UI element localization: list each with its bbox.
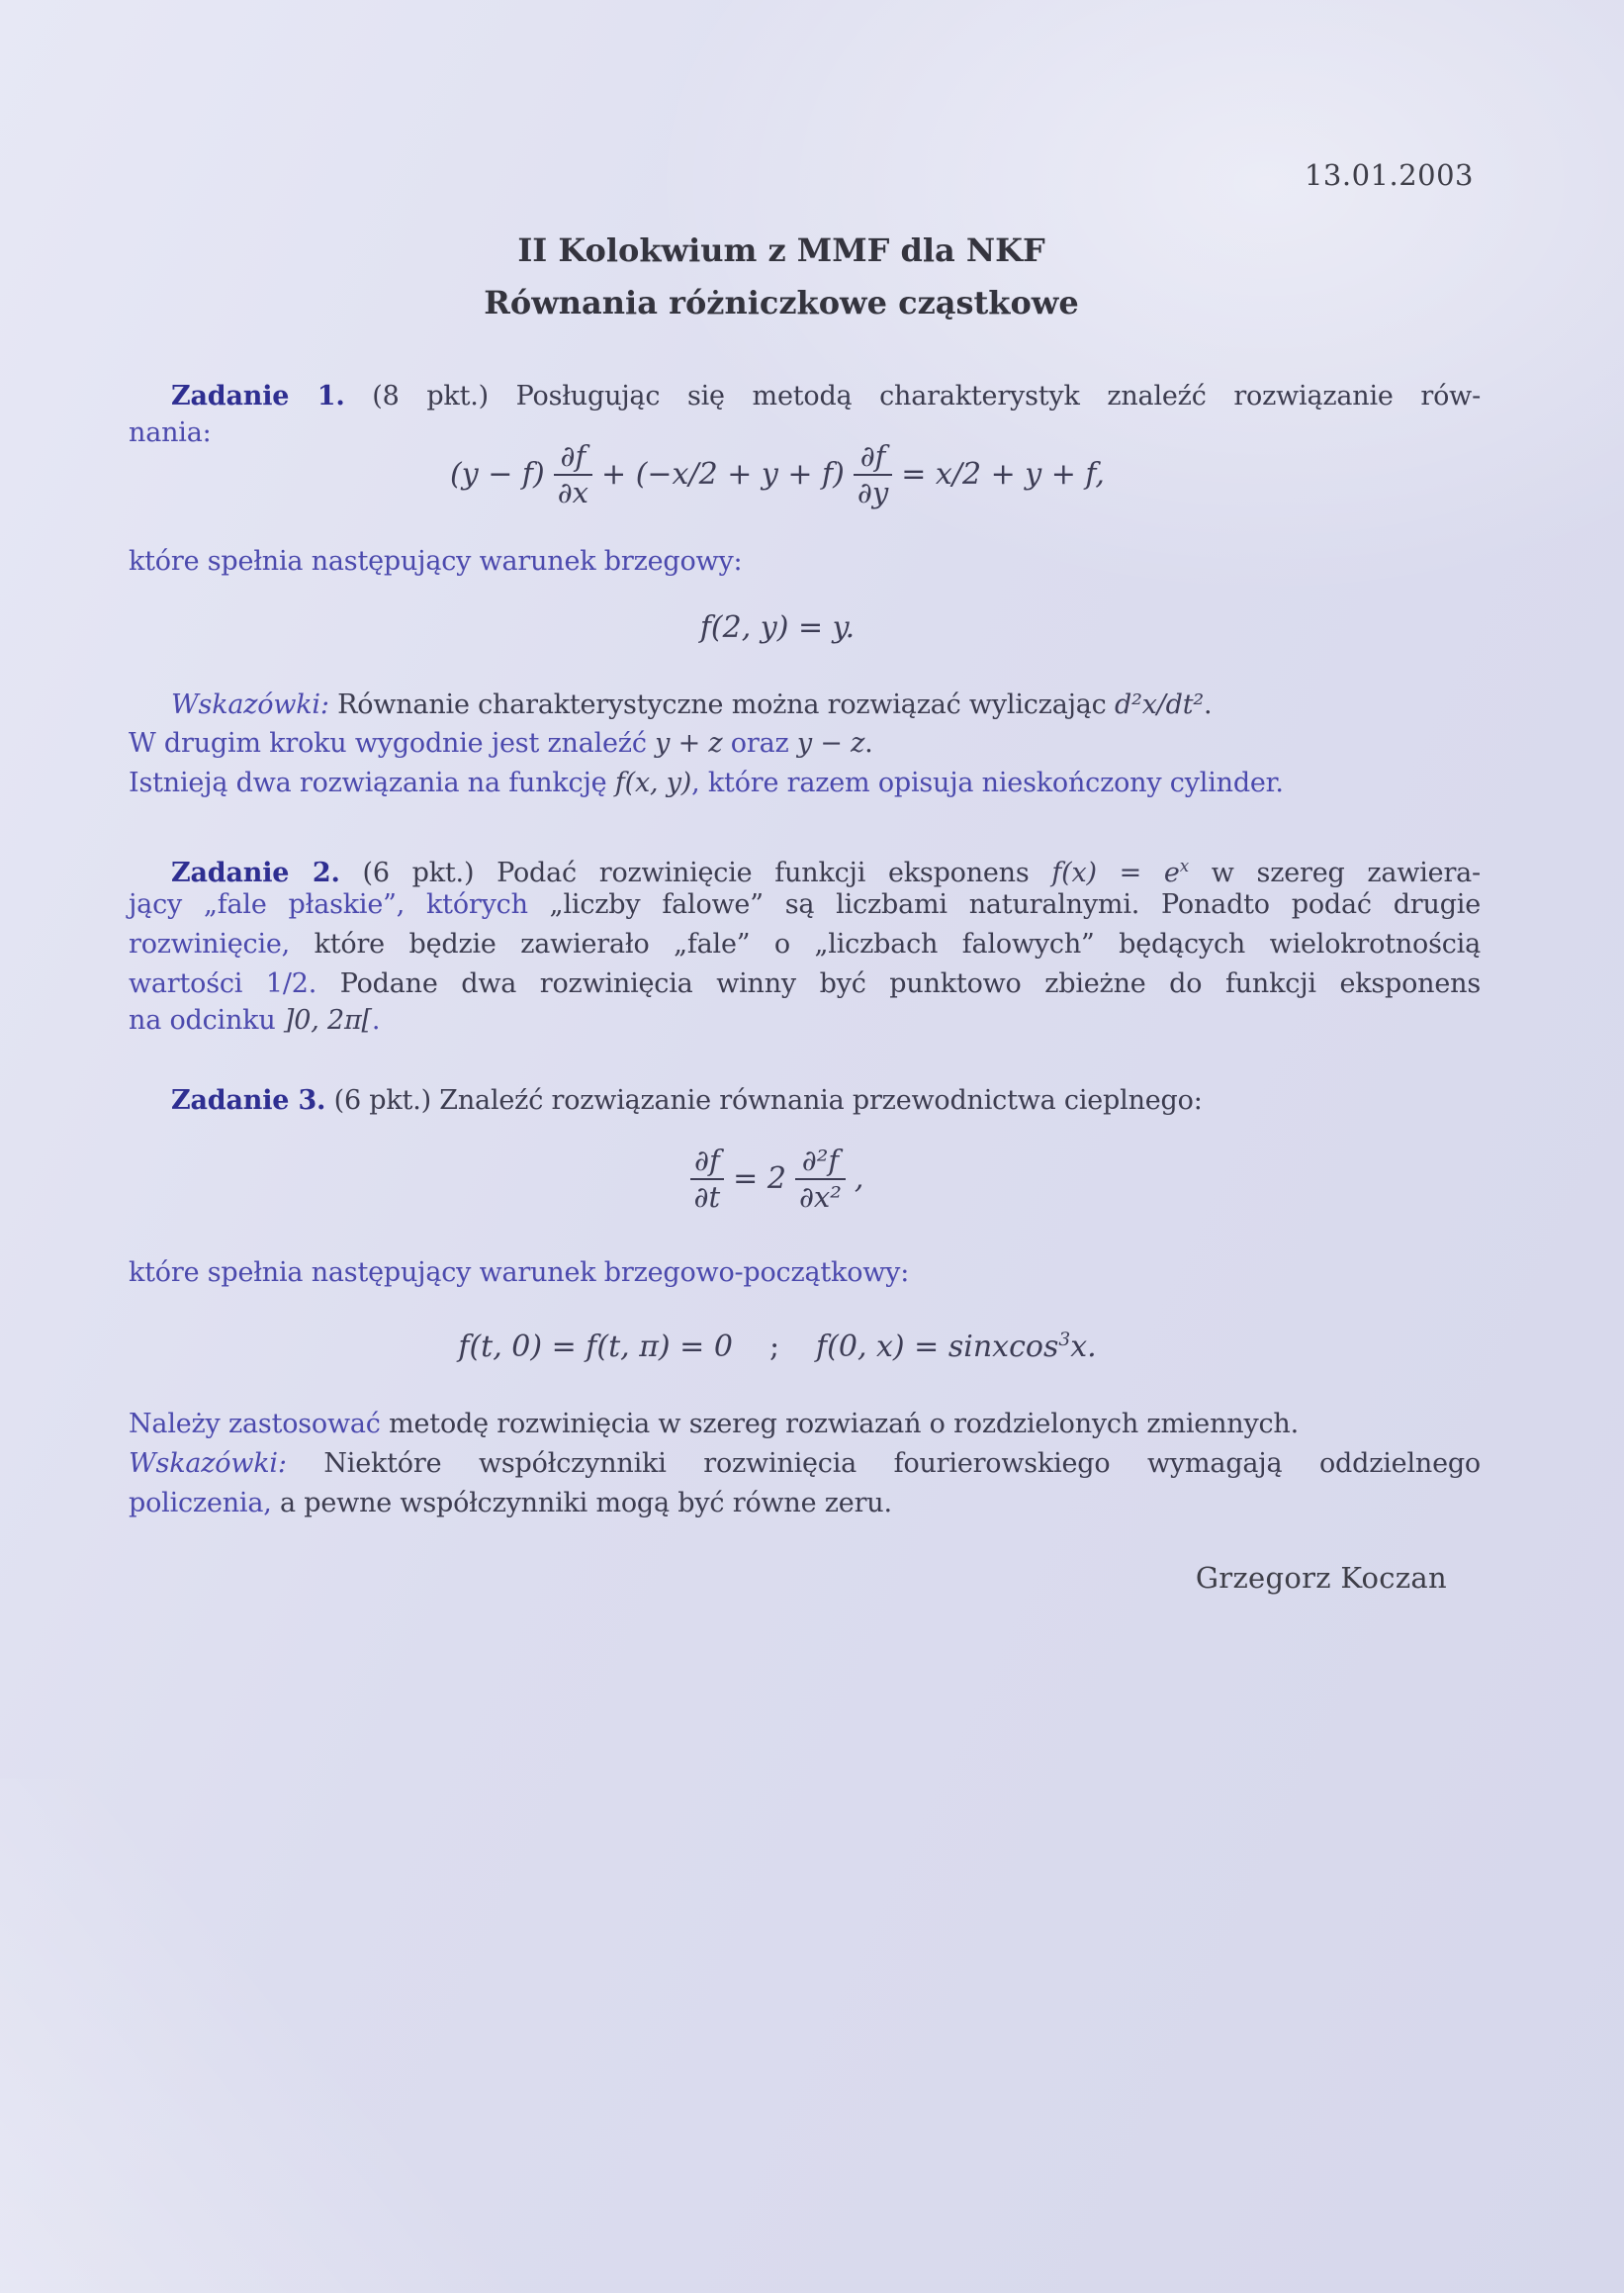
task3-eq-frac2: $\frac{\text{∂²f}}{\text{∂x²}}$ — [795, 1144, 846, 1215]
task1-intro-text: (8 pkt.) Posługując się metodą charakterystyk znaleźć rozwiązanie rów- — [344, 381, 1481, 412]
author-signature: Grzegorz Koczan — [1195, 1561, 1447, 1595]
task1-eq-post: = x/2 + y + f, — [901, 457, 1105, 493]
task1-boundary-intro: które spełnia następujący warunek brzegowy: — [129, 546, 743, 577]
task3-eq-mid: = 2 — [733, 1161, 786, 1197]
task3-eq-frac1: $\frac{\partial f}{\partial t}$ — [690, 1144, 725, 1215]
task1-equation — [129, 439, 1426, 510]
task1-eq-mid: + (−x/2 + y + f) — [601, 457, 845, 493]
task2-exp-formula: $f(x) = e^x$ — [1051, 856, 1189, 888]
task3-initial-condition: f(0, x) = sinxcos$^3$x. — [816, 1330, 1097, 1364]
task1-eq-frac2: $\frac{\partial f}{\partial y}$ — [854, 439, 892, 510]
task2-line1: Zadanie 2. (6 pkt.) Podać rozwinięcie funkcji eksponens $f(x) = e^x$ w szereg zawiera- — [171, 856, 1481, 888]
task3-equation — [129, 1144, 1426, 1215]
task3-heading: Zadanie 3. — [171, 1085, 326, 1116]
task2-line3: rozwinięcie, które będzie zawierało „fale” o „liczbach falowych” będących wielokrotnością — [129, 929, 1481, 960]
semicolon-separator: ; — [768, 1330, 780, 1364]
task3-hints-label: Wskazówki: — [129, 1448, 287, 1479]
task1-hints-label: Wskazówki: — [171, 689, 329, 720]
task3-boundary-equation: f(t, 0) = f(t, π) = 0 ; f(0, x) = sinxcos$^3$x. — [458, 1330, 1097, 1364]
task1-eq-frac1: $\frac{\partial f}{\partial x}$ — [554, 439, 592, 510]
task1-boundary-equation: f(2, y) = y. — [699, 610, 856, 645]
task2-heading: Zadanie 2. — [171, 858, 340, 888]
exam-title — [0, 225, 1563, 329]
task1-intro-line1 — [129, 378, 1481, 415]
task1-eq-pre: (y − f) — [450, 457, 545, 493]
task1-hint-line3: Istnieją dwa rozwiązania na funkcję f(x, y), które razem opisuja nieskończony cylinder. — [129, 768, 1284, 798]
task3-close-line1: Należy zastosować metodę rozwinięcia w szereg rozwiazań o rozdzielonych zmiennych. — [129, 1409, 1299, 1439]
exam-title-line1: II Kolokwium z MMF dla NKF — [517, 231, 1045, 269]
exam-title-line2: Równania różniczkowe cząstkowe — [484, 284, 1079, 321]
task3-close-line3: policzenia, a pewne współczynniki mogą być równe zeru. — [129, 1488, 892, 1518]
task1-hint-line1: Wskazówki: Równanie charakterystyczne można rozwiązać wyliczając d²x/dt². — [171, 689, 1213, 720]
exam-date: 13.01.2003 — [1304, 158, 1474, 192]
task2-line5: na odcinku ]0, 2π[. — [129, 1005, 381, 1036]
task2-line2: jący „fale płaskie”, których „liczby falowe” są liczbami naturalnymi. Ponadto podać drugie — [129, 889, 1481, 920]
task3-eq-post: , — [854, 1161, 864, 1197]
task2-line4: wartości 1/2. Podane dwa rozwinięcia winny być punktowo zbieżne do funkcji eksponens — [129, 968, 1481, 999]
task1-intro-line2: nania: — [129, 417, 212, 448]
task3-boundary-intro: które spełnia następujący warunek brzegowo-początkowy: — [129, 1257, 910, 1288]
task3-line1: Zadanie 3. (6 pkt.) Znaleźć rozwiązanie równania przewodnictwa cieplnego: — [171, 1085, 1203, 1116]
task3-close-line2: Wskazówki: Niektóre współczynniki rozwinięcia fourierowskiego wymagają oddzielnego — [129, 1448, 1481, 1479]
task1-heading: Zadanie 1. — [171, 381, 345, 412]
task1-hint-line2: W drugim kroku wygodnie jest znaleźć y + z oraz y − z. — [129, 728, 873, 759]
